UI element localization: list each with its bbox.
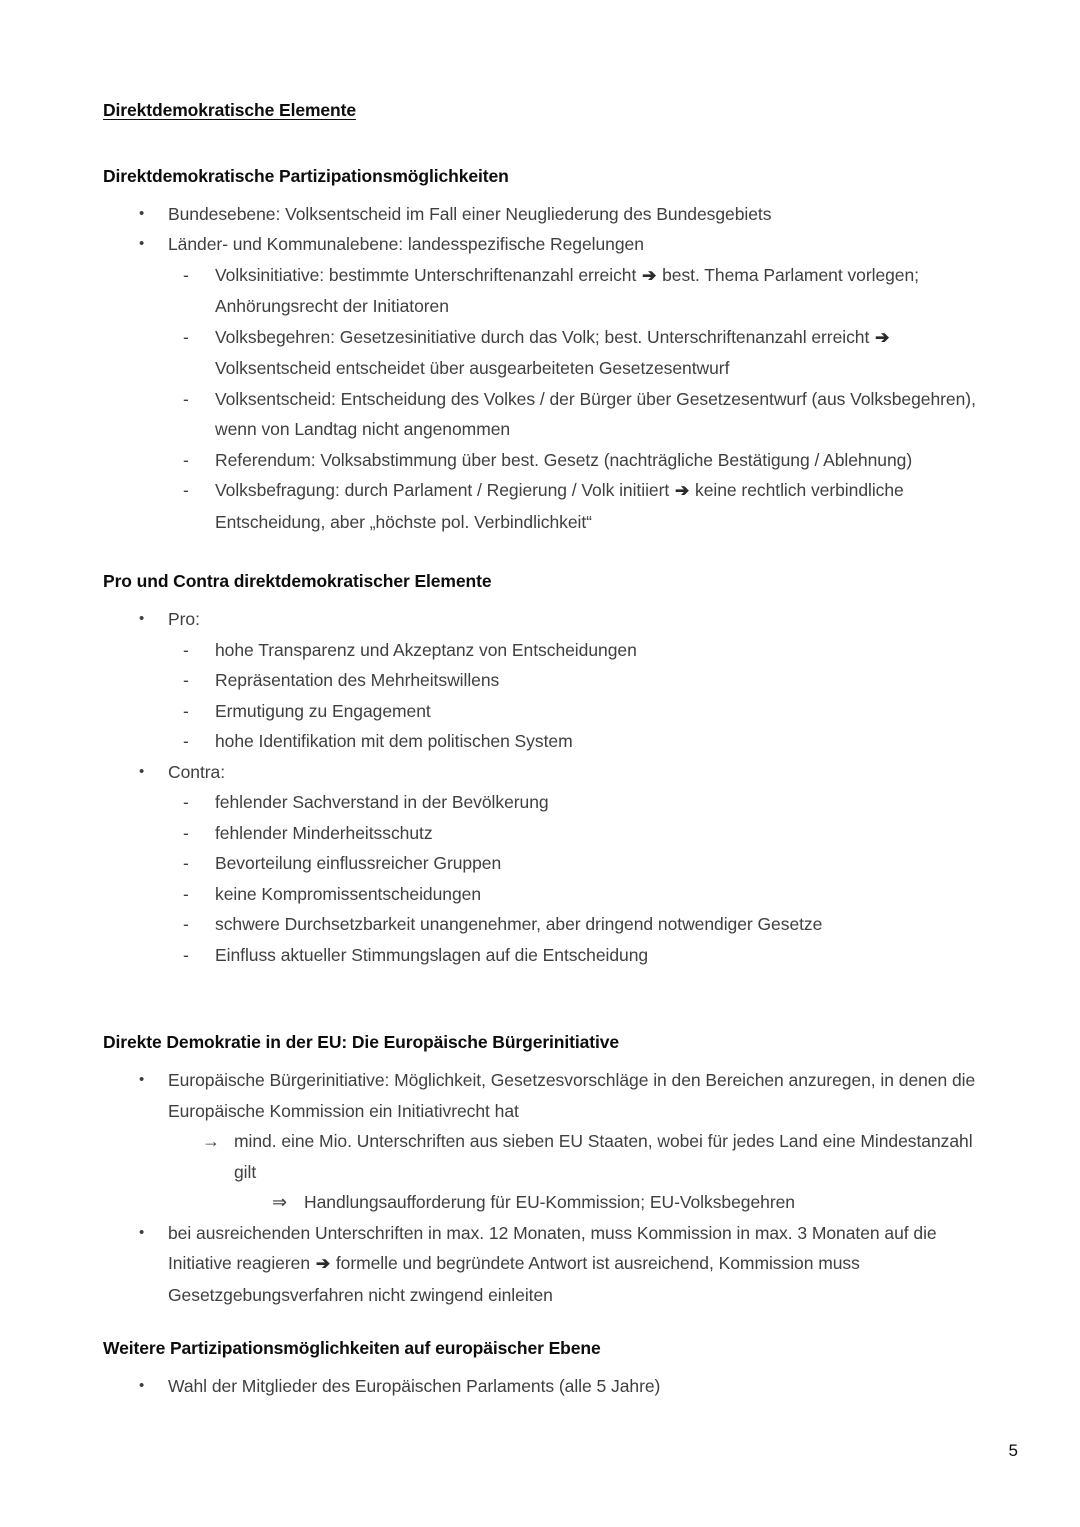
dash-icon: - xyxy=(183,388,189,409)
arrow-right-icon: ➔ xyxy=(675,481,690,501)
list-item-text-after: Volksentscheid entscheidet über ausgearbeiteten Gesetzesentwurf xyxy=(215,358,730,379)
dash-icon: - xyxy=(183,264,189,285)
list-item xyxy=(103,1065,983,1126)
spacer xyxy=(103,1310,983,1338)
list-item xyxy=(103,665,983,696)
list-item-text: Länder- und Kommunalebene: landesspezifische Regelungen xyxy=(168,234,644,255)
list-item xyxy=(103,635,983,666)
section-heading-weitere-partizipation: Weitere Partizipationsmöglichkeiten auf europäischer Ebene xyxy=(103,1338,601,1358)
list-item xyxy=(103,604,983,635)
list-item-text: Bevorteilung einflussreicher Gruppen xyxy=(215,853,502,874)
list-item-text: Volksentscheid: Entscheidung des Volkes / der Bürger über Gesetzesentwurf (aus Volksbegehren), wenn von Landtag nicht angenommen xyxy=(215,388,976,440)
page-number: 5 xyxy=(1008,1441,1018,1460)
list-item-text-before: bei ausreichenden Unterschriften in max. 12 Monaten, muss Kommission in max. 3 Monaten auf die Initiative reagieren xyxy=(168,1222,937,1273)
list-item-text-before: Volksbefragung: durch Parlament / Regierung / Volk initiiert xyxy=(215,480,675,501)
dash-icon: - xyxy=(183,326,189,347)
list-item xyxy=(103,322,983,384)
arrow-right-double-icon: ⇒ xyxy=(272,1192,288,1212)
document-body xyxy=(103,100,983,1401)
dash-icon: - xyxy=(183,639,189,660)
bullet-icon: • xyxy=(139,1071,145,1088)
list-item xyxy=(103,909,983,940)
arrow-right-thin-icon: → xyxy=(202,1131,220,1151)
section-heading-partizipationsmoeglichkeiten: Direktdemokratische Partizipationsmöglichkeiten xyxy=(103,165,509,186)
list-item xyxy=(103,1218,983,1311)
list-item-text: Wahl der Mitglieder des Europäischen Parlaments (alle 5 Jahre) xyxy=(168,1375,661,1396)
list-item-text: mind. eine Mio. Unterschriften aus sieben EU Staaten, wobei für jedes Land eine Mindestanzahl gilt xyxy=(234,1131,973,1182)
dash-icon: - xyxy=(183,731,189,752)
section-heading-pro-contra: Pro und Contra direktdemokratischer Elemente xyxy=(103,571,492,592)
list-item xyxy=(103,199,983,230)
bullet-icon: • xyxy=(139,204,145,222)
list-item xyxy=(103,445,983,476)
list-item xyxy=(103,726,983,757)
list-item xyxy=(103,818,983,849)
dash-icon: - xyxy=(183,449,189,470)
list-item xyxy=(103,940,983,971)
list-item xyxy=(103,848,983,879)
list-item xyxy=(103,1187,983,1218)
list-item-text: Repräsentation des Mehrheitswillens xyxy=(215,670,500,691)
bullet-icon: • xyxy=(139,1376,145,1394)
section-heading-eu-buergerinitiative: Direkte Demokratie in der EU: Die Europäische Bürgerinitiative xyxy=(103,1032,620,1053)
spacer xyxy=(103,593,983,604)
list-item xyxy=(103,696,983,727)
list-item-text: hohe Transparenz und Akzeptanz von Entscheidungen xyxy=(215,639,637,660)
dash-icon: - xyxy=(183,670,189,691)
list-item xyxy=(103,475,983,537)
list-item-text: fehlender Minderheitsschutz xyxy=(215,822,433,843)
list-item-text: Referendum: Volksabstimmung über best. Gesetz (nachträgliche Bestätigung / Ablehnung) xyxy=(215,449,913,470)
list-item-text: Einfluss aktueller Stimmungslagen auf die Entscheidung xyxy=(215,944,649,965)
dash-icon: - xyxy=(183,914,189,935)
list-item-text-before: Volksbegehren: Gesetzesinitiative durch das Volk; best. Unterschriftenanzahl erreicht xyxy=(215,326,875,347)
list-item xyxy=(103,229,983,260)
list-item-text: Pro: xyxy=(168,609,200,630)
bullet-icon: • xyxy=(139,762,145,780)
spacer xyxy=(103,188,983,199)
list-item xyxy=(103,757,983,788)
spacer xyxy=(103,970,983,1032)
arrow-right-icon: ➔ xyxy=(875,327,890,347)
dash-icon: - xyxy=(183,792,189,813)
spacer xyxy=(103,122,983,166)
dash-icon: - xyxy=(183,822,189,843)
bullet-icon: • xyxy=(139,235,145,253)
list-item-text: hohe Identifikation mit dem politischen System xyxy=(215,731,573,752)
list-item xyxy=(103,879,983,910)
arrow-right-icon: ➔ xyxy=(642,265,657,285)
list-item xyxy=(103,1371,983,1402)
dash-icon: - xyxy=(183,883,189,904)
spacer xyxy=(103,1360,983,1371)
list-item-text: keine Kompromissentscheidungen xyxy=(215,883,482,904)
page-title: Direktdemokratische Elemente xyxy=(103,100,357,120)
list-item xyxy=(103,787,983,818)
list-item-text-after: keine rechtlich verbindliche Entscheidung, aber „höchste pol. Verbindlichkeit“ xyxy=(215,480,904,532)
list-item xyxy=(103,384,983,445)
dash-icon: - xyxy=(183,944,189,965)
dash-icon: - xyxy=(183,700,189,721)
dash-icon: - xyxy=(183,480,189,501)
list-item-text: Handlungsaufforderung für EU-Kommission; EU-Volksbegehren xyxy=(304,1192,795,1212)
list-item-text: Bundesebene: Volksentscheid im Fall einer Neugliederung des Bundesgebiets xyxy=(168,203,772,224)
list-item-text-after: formelle und begründete Antwort ist ausreichend, Kommission muss Gesetzgebungsverfahren nicht zwingend einleiten xyxy=(168,1253,860,1305)
bullet-icon: • xyxy=(139,610,145,628)
list-item-text-after: best. Thema Parlament vorlegen; Anhörungsrecht der Initiatoren xyxy=(215,264,919,317)
spacer xyxy=(103,537,983,571)
list-item-text-before: Volksinitiative: bestimmte Unterschriftenanzahl erreicht xyxy=(215,264,642,285)
list-item-text: schwere Durchsetzbarkeit unangenehmer, aber dringend notwendiger Gesetze xyxy=(215,914,823,935)
list-item xyxy=(103,1126,983,1187)
bullet-icon: • xyxy=(139,1223,145,1241)
list-item-text: fehlender Sachverstand in der Bevölkerung xyxy=(215,792,549,813)
list-item xyxy=(103,260,983,322)
spacer xyxy=(103,1054,983,1065)
list-item-text: Europäische Bürgerinitiative: Möglichkeit, Gesetzesvorschläge in den Bereichen anzuregen, in denen die Europäische Kommission ein Initiativrecht hat xyxy=(168,1070,976,1121)
arrow-right-icon: ➔ xyxy=(315,1254,331,1273)
list-item-text: Contra: xyxy=(168,761,226,782)
list-item-text: Ermutigung zu Engagement xyxy=(215,700,431,721)
dash-icon: - xyxy=(183,853,189,874)
